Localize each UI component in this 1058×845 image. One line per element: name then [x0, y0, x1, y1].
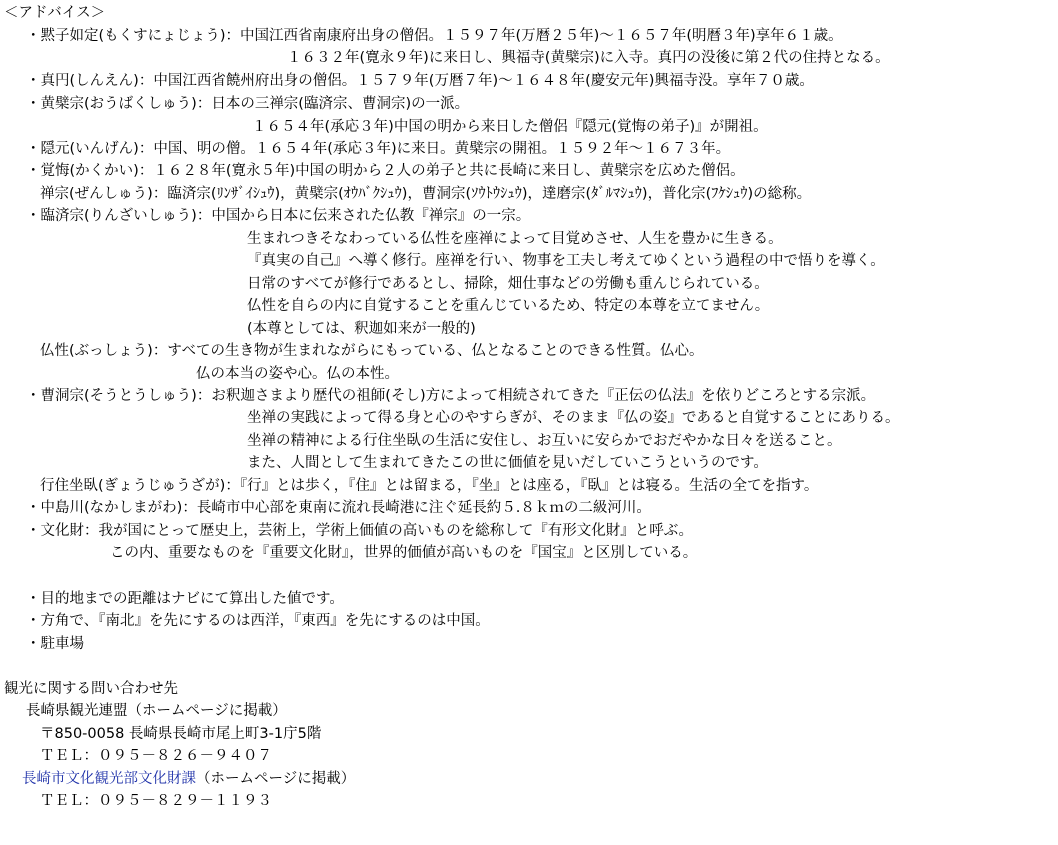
advice-line: ・真円(しんえん)：中国江西省饒州府出身の僧侶。１５７９年(万暦７年)～１６４８年(慶安元年)興福寺没。享年７０歳。	[26, 73, 814, 89]
advice-heading: ＜アドバイス＞	[4, 5, 106, 21]
contact-org1: 長崎県観光連盟（ホームページに掲載）	[26, 703, 287, 719]
contact-heading: 観光に関する問い合わせ先	[4, 681, 178, 697]
advice-line: 仏の本当の姿や心。仏の本性。	[196, 366, 399, 382]
advice-line: 日常のすべてが修行であるとし、掃除，畑仕事などの労働も重んじられている。	[247, 276, 769, 292]
contact-org2-suffix: （ホームページに掲載）	[196, 771, 356, 787]
advice-line: 『真実の自己』へ導く修行。座禅を行い、物事を工夫し考えてゆくという過程の中で悟りを導く。	[247, 253, 885, 269]
advice-line: 行住坐臥(ぎょうじゅうざが)：『行』とは歩く，『住』とは留まる，『坐』とは座る，『臥』とは寝る。生活の全てを指す。	[40, 478, 819, 494]
contact-org2-tel: ＴＥＬ：０９５－８２９－１１９３	[40, 793, 272, 809]
advice-line: ・黙子如定(もくすにょじょう)：中国江西省南康府出身の僧侶。１５９７年(万暦２５年)～１６５７年(明暦３年)享年６１歳。	[26, 28, 843, 44]
note-line: ・方角で、『南北』を先にするのは西洋，『東西』を先にするのは中国。	[26, 613, 490, 629]
contact-org2	[22, 770, 355, 788]
note-line: ・駐車場	[26, 636, 84, 652]
advice-line: ・覚悔(かくかい)：１６２８年(寛永５年)中国の明から２人の弟子と共に長崎に来日し、黄檗宗を広めた僧侶。	[26, 163, 745, 179]
advice-line: １６５４年(承応３年)中国の明から来日した僧侶『隠元(覚悔の弟子)』が開祖。	[252, 119, 768, 135]
advice-line: ・臨済宗(りんざいしゅう)：中国から日本に伝来された仏教『禅宗』の一宗。	[26, 208, 531, 224]
advice-line: 仏性を自らの内に自覚することを重んじているため、特定の本尊を立てません。	[247, 298, 770, 314]
advice-line: 坐禅の精神による行住坐臥の生活に安住し、お互いに安らかでおだやかな日々を送ること。	[247, 433, 842, 449]
note-line: ・目的地までの距離はナビにて算出した値です。	[26, 591, 344, 607]
contact-org1-address: 〒850-0058 長崎県長崎市尾上町3-1庁5階	[40, 726, 322, 742]
contact-org1-tel: ＴＥＬ：０９５－８２６－９４０７	[40, 748, 272, 764]
advice-line: １６３２年(寛永９年)に来日し、興福寺(黄檗宗)に入寺。真円の没後に第２代の住持となる。	[287, 50, 890, 66]
advice-line: (本尊としては、釈迦如来が一般的)	[247, 321, 476, 337]
advice-line: また、人間として生まれてきたこの世に価値を見いだしていこうというのです。	[247, 455, 768, 471]
advice-line: この内、重要なものを『重要文化財』，世界的価値が高いものを『国宝』と区別している。	[110, 545, 698, 561]
advice-line: 禅宗(ぜんしゅう)：臨済宗(ﾘﾝｻﾞｲｼｭｳ)，黄檗宗(ｵｳﾊﾞｸｼｭｳ)，曹洞宗(ｿｳﾄｳｼｭｳ)，達磨宗(ﾀﾞﾙﾏｼｭｳ)，普化宗(ﾌｹｼｭｳ)の総称。	[40, 186, 812, 202]
advice-line: 仏性(ぶっしょう)：すべての生き物が生まれながらにもっている、仏となることのできる性質。仏心。	[40, 343, 704, 359]
advice-line: ・曹洞宗(そうとうしゅう)：お釈迦さまより歴代の祖師(そし)方によって相続されてきた『正伝の仏法』を依りどころとする宗派。	[26, 388, 876, 404]
contact-org2-link[interactable]: 長崎市文化観光部文化財課	[22, 771, 196, 787]
advice-line: 生まれつきそなわっている仏性を座禅によって目覚めさせ、人生を豊かに生きる。	[247, 231, 783, 247]
advice-line: ・文化財：我が国にとって歴史上，芸術上，学術上価値の高いものを総称して『有形文化財』と呼ぶ。	[26, 523, 693, 539]
advice-line: ・中島川(なかしまがわ)：長崎市中心部を東南に流れ長崎港に注ぐ延長約５.８ｋｍの二級河川。	[26, 500, 651, 516]
advice-line: 坐禅の実践によって得る身と心のやすらぎが、そのまま『仏の姿』であると自覚することにありる。	[247, 410, 900, 426]
advice-line: ・隠元(いんげん)：中国、明の僧。１６５４年(承応３年)に来日。黄檗宗の開祖。１５９２年～１６７３年。	[26, 141, 731, 157]
advice-line: ・黄檗宗(おうばくしゅう)：日本の三禅宗(臨済宗、曹洞宗)の一派。	[26, 96, 470, 112]
